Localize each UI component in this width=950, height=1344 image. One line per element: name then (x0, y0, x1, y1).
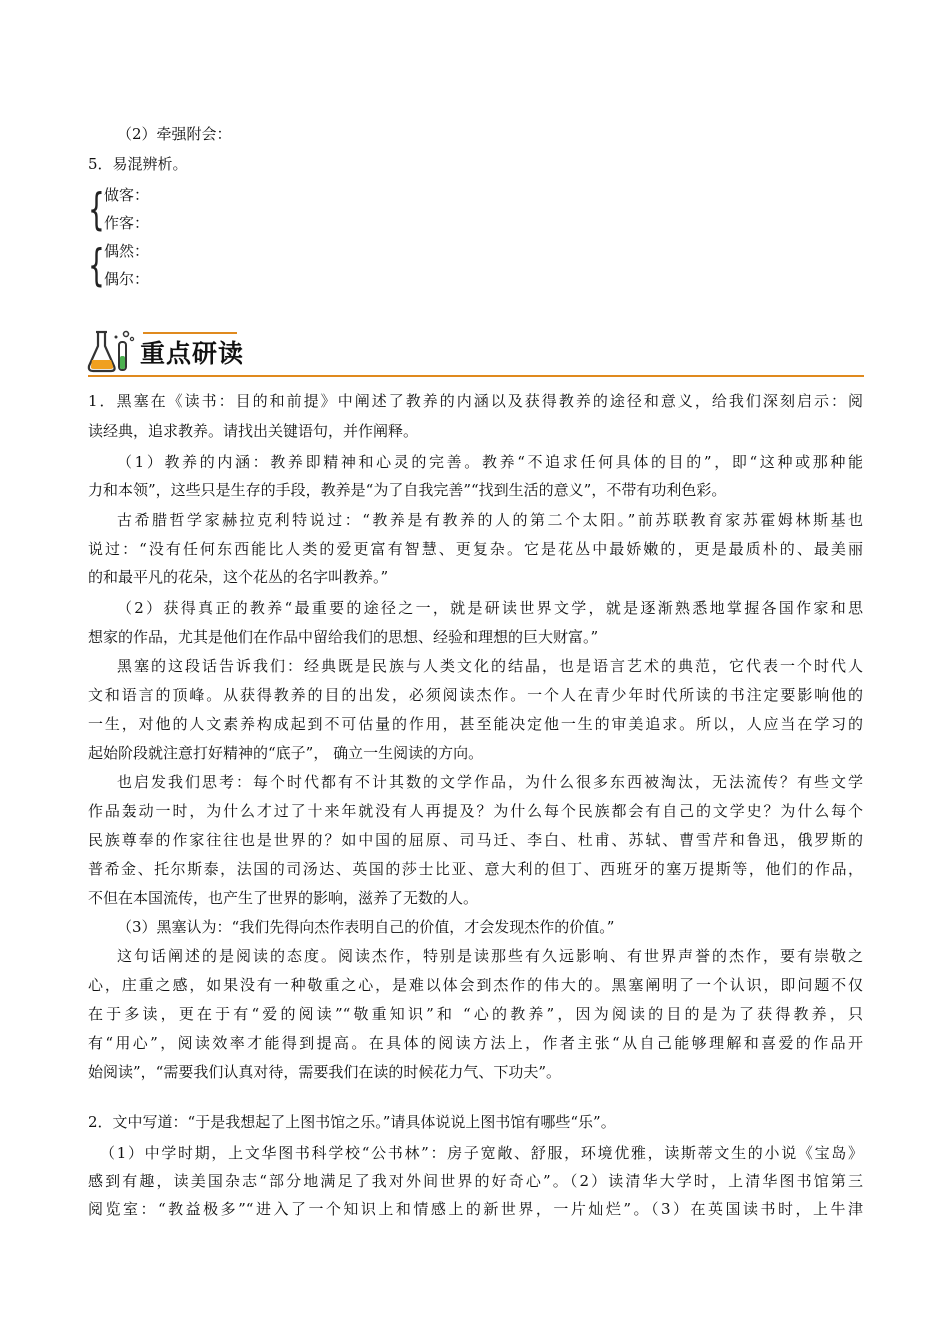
section-divider (88, 375, 864, 377)
brace-group-2: { (88, 240, 105, 291)
q1-answer-line: 力和本领”，这些只是生存的手段，教养是“为了自我完善”“找到生活的意义”，不带有功利色彩。 (88, 481, 727, 499)
q2-answer-line: （1）中学时期，上文华图书科学校“公书林”：房子宽敞、舒服，环境优雅，读斯蒂文生的小说《宝岛》 (100, 1144, 863, 1162)
q1-answer-line: 民族尊奉的作家往往也是世界的？如中国的屈原、司马迁、李白、杜甫、苏轼、曹雪芹和鲁迅，俄罗斯的 (88, 831, 863, 849)
section-title: 重点研读 (140, 339, 245, 368)
q1-answer-line: 有“用心”，阅读效率才能得到提高。在具体的阅读方法上，作者主张“从自己能够理解和喜爱的作品开 (88, 1034, 863, 1052)
q1-answer-line: 说过：“没有任何东西能比人类的爱更富有智慧、更复杂。它是花丛中最娇嫩的，更是最质朴的、最美丽 (88, 540, 863, 558)
q2-answer-line: 感到有趣，读美国杂志“部分地满足了我对外间世界的好奇心”。（2）读清华大学时，上清华图书馆第三 (88, 1172, 863, 1190)
group2-term-1: 偶然： (104, 242, 150, 260)
group1-term-1: 做客： (104, 186, 150, 204)
q1-answer-line: 一生，对他的人文素养构成起到不可估量的作用，甚至能决定他一生的审美追求。所以，人应当在学习的 (88, 715, 863, 733)
q1-answer-line: 在于多读，更在于有“爱的阅读”“敬重知识”和 “心的教养”，因为阅读的目的是为了获得教养，只 (88, 1005, 863, 1023)
q1-answer-line: 古希腊哲学家赫拉克利特说过：“教养是有教养的人的第二个太阳。”前苏联教育家苏霍姆林斯基也 (117, 511, 863, 529)
q1-answer-line: 文和语言的顶峰。从获得教养的目的出发，必须阅读杰作。一个人在青少年时代所读的书注定要影响他的 (88, 686, 863, 704)
q1-answer-line: （2）获得真正的教养“最重要的途径之一，就是研读世界文学，就是逐渐熟悉地掌握各国作家和思 (117, 599, 863, 617)
q1-answer-line: 始阅读”，“需要我们认真对待，需要我们在读的时候花力气、下功夫”。 (88, 1063, 562, 1081)
q1-answer-line: 的和最平凡的花朵，这个花丛的名字叫教养。” (88, 568, 389, 586)
q1-answer-line: 作品轰动一时，为什么才过了十来年就没有人再提及？为什么每个民族都会有自己的文学史？为什么每个 (88, 802, 863, 820)
q1-line-2: 读经典，追求教养。请找出关键语句，并作阐释。 (88, 422, 419, 440)
q1-answer-line: 普希金、托尔斯泰，法国的司汤达、英国的莎士比亚、意大利的但丁、西班牙的塞万提斯等，他们的作品， (88, 860, 863, 878)
brace-group-1: { (88, 184, 105, 235)
group1-term-2: 作客： (104, 214, 150, 232)
q1-answer-line: （1）教养的内涵：教养即精神和心灵的完善。教养“不追求任何具体的目的”，即“这种或那种能 (117, 453, 863, 471)
item-2-label: （2）牵强附会： (117, 125, 232, 143)
q2-question: 2．文中写道：“于是我想起了上图书馆之乐。”请具体说说上图书馆有哪些“乐”。 (88, 1113, 616, 1131)
group2-term-2: 偶尔： (104, 270, 150, 288)
item-5-label: 5．易混辨析。 (88, 155, 188, 173)
q1-answer-line: 起始阶段就注意打好精神的“底子”， 确立一生阅读的方向。 (88, 744, 484, 762)
q1-line-1: 1．黑塞在《读书：目的和前提》中阐述了教养的内涵以及获得教养的途径和意义，给我们深刻启示：阅 (88, 392, 863, 410)
q2-answer-line: 阅览室：“教益极多”“进入了一个知识上和情感上的新世界，一片灿烂”。（3）在英国读书时，上牛津 (88, 1200, 863, 1218)
q1-answer-line: 心，庄重之感，如果没有一种敬重之心，是难以体会到杰作的伟大的。黑塞阐明了一个认识，即问题不仅 (88, 976, 863, 994)
q1-answer-line: 这句话阐述的是阅读的态度。阅读杰作，特别是读那些有久远影响、有世界声誉的杰作，要有崇敬之 (117, 947, 863, 965)
q1-answer-line: 也启发我们思考：每个时代都有不计其数的文学作品，为什么很多东西被淘汰，无法流传？有些文学 (117, 773, 863, 791)
lab-flask-icon (86, 328, 136, 374)
q1-answer-line: 黑塞的这段话告诉我们：经典既是民族与人类文化的结晶，也是语言艺术的典范，它代表一个时代人 (117, 657, 863, 675)
q1-answer-line: （3）黑塞认为：“我们先得向杰作表明自己的价值，才会发现杰作的价值。” (117, 918, 615, 936)
q1-answer-line: 不但在本国流传，也产生了世界的影响，滋养了无数的人。 (88, 889, 479, 907)
q1-answer-line: 想家的作品，尤其是他们在作品中留给我们的思想、经验和理想的巨大财富。” (88, 628, 599, 646)
